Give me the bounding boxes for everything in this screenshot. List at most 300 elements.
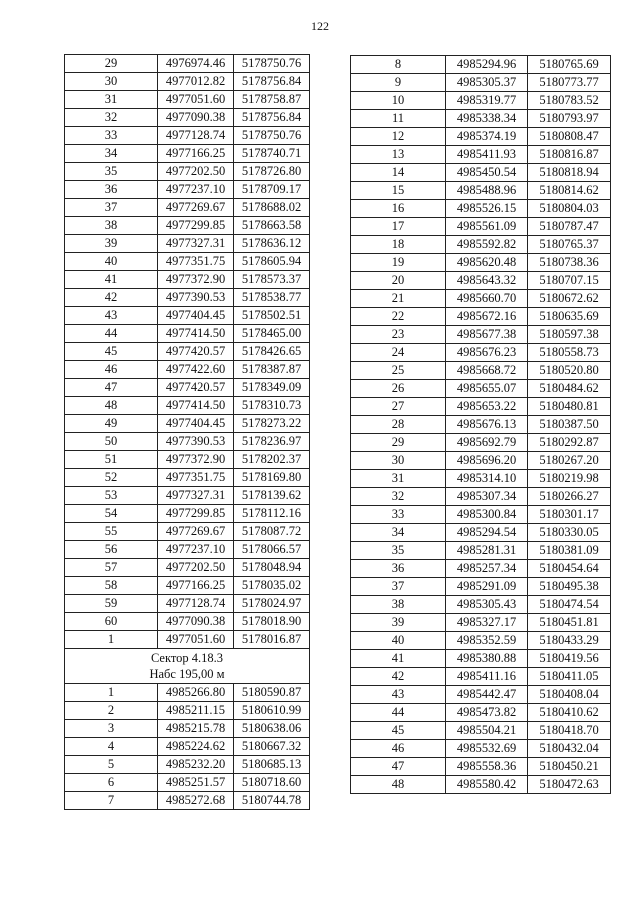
point-number-cell: 27 xyxy=(351,398,446,416)
section-title: Сектор 4.18.3 xyxy=(150,651,224,665)
y-coordinate-cell: 5178605.94 xyxy=(234,253,310,271)
point-number-cell: 32 xyxy=(351,488,446,506)
point-number-cell: 30 xyxy=(65,73,158,91)
point-number-cell: 23 xyxy=(351,326,446,344)
point-number-cell: 47 xyxy=(351,758,446,776)
point-number-cell: 51 xyxy=(65,451,158,469)
table-row xyxy=(65,595,310,613)
x-coordinate-cell: 4985380.88 xyxy=(446,650,528,668)
x-coordinate-cell: 4977202.50 xyxy=(158,559,234,577)
table-row xyxy=(65,109,310,127)
point-number-cell: 46 xyxy=(351,740,446,758)
y-coordinate-cell: 5180814.62 xyxy=(528,182,611,200)
y-coordinate-cell: 5180672.62 xyxy=(528,290,611,308)
x-coordinate-cell: 4985473.82 xyxy=(446,704,528,722)
y-coordinate-cell: 5180410.62 xyxy=(528,704,611,722)
point-number-cell: 3 xyxy=(65,720,158,738)
y-coordinate-cell: 5180783.52 xyxy=(528,92,611,110)
x-coordinate-cell: 4977299.85 xyxy=(158,505,234,523)
y-coordinate-cell: 5180381.09 xyxy=(528,542,611,560)
x-coordinate-cell: 4985215.78 xyxy=(158,720,234,738)
point-number-cell: 40 xyxy=(65,253,158,271)
point-number-cell: 39 xyxy=(351,614,446,632)
table-row xyxy=(65,613,310,631)
y-coordinate-cell: 5178726.80 xyxy=(234,163,310,181)
y-coordinate-cell: 5178349.09 xyxy=(234,379,310,397)
table-row xyxy=(351,380,611,398)
point-number-cell: 34 xyxy=(65,145,158,163)
x-coordinate-cell: 4985281.31 xyxy=(446,542,528,560)
x-coordinate-cell: 4976974.46 xyxy=(158,55,234,73)
table-row xyxy=(351,110,611,128)
x-coordinate-cell: 4985338.34 xyxy=(446,110,528,128)
point-number-cell: 43 xyxy=(65,307,158,325)
point-number-cell: 59 xyxy=(65,595,158,613)
y-coordinate-cell: 5180590.87 xyxy=(234,684,310,702)
table-row xyxy=(65,702,310,720)
table-row xyxy=(351,218,611,236)
table-row xyxy=(351,344,611,362)
table-row xyxy=(351,632,611,650)
y-coordinate-cell: 5178018.90 xyxy=(234,613,310,631)
y-coordinate-cell: 5178139.62 xyxy=(234,487,310,505)
table-row xyxy=(351,398,611,416)
table-row xyxy=(351,560,611,578)
table-row xyxy=(65,433,310,451)
x-coordinate-cell: 4977327.31 xyxy=(158,487,234,505)
point-number-cell: 9 xyxy=(351,74,446,92)
x-coordinate-cell: 4977327.31 xyxy=(158,235,234,253)
point-number-cell: 32 xyxy=(65,109,158,127)
x-coordinate-cell: 4985653.22 xyxy=(446,398,528,416)
y-coordinate-cell: 5178387.87 xyxy=(234,361,310,379)
table-row xyxy=(351,326,611,344)
point-number-cell: 28 xyxy=(351,416,446,434)
point-number-cell: 50 xyxy=(65,433,158,451)
table-row xyxy=(351,542,611,560)
x-coordinate-cell: 4977404.45 xyxy=(158,415,234,433)
table-row xyxy=(65,756,310,774)
table-row xyxy=(351,704,611,722)
table-row xyxy=(65,55,310,73)
x-coordinate-cell: 4985526.15 xyxy=(446,200,528,218)
y-coordinate-cell: 5178756.84 xyxy=(234,73,310,91)
table-row xyxy=(351,650,611,668)
point-number-cell: 11 xyxy=(351,110,446,128)
x-coordinate-cell: 4977128.74 xyxy=(158,595,234,613)
x-coordinate-cell: 4977269.67 xyxy=(158,523,234,541)
table-row xyxy=(351,128,611,146)
table-row xyxy=(351,290,611,308)
y-coordinate-cell: 5178236.97 xyxy=(234,433,310,451)
x-coordinate-cell: 4977166.25 xyxy=(158,145,234,163)
point-number-cell: 14 xyxy=(351,164,446,182)
y-coordinate-cell: 5180638.06 xyxy=(234,720,310,738)
table-row xyxy=(65,127,310,145)
point-number-cell: 21 xyxy=(351,290,446,308)
x-coordinate-cell: 4985672.16 xyxy=(446,308,528,326)
table-row xyxy=(65,73,310,91)
y-coordinate-cell: 5178426.65 xyxy=(234,343,310,361)
table-row xyxy=(65,577,310,595)
y-coordinate-cell: 5180818.94 xyxy=(528,164,611,182)
x-coordinate-cell: 4977269.67 xyxy=(158,199,234,217)
table-row xyxy=(65,415,310,433)
point-number-cell: 36 xyxy=(351,560,446,578)
table-row xyxy=(65,91,310,109)
x-coordinate-cell: 4977372.90 xyxy=(158,451,234,469)
x-coordinate-cell: 4985561.09 xyxy=(446,218,528,236)
point-number-cell: 46 xyxy=(65,361,158,379)
y-coordinate-cell: 5180744.78 xyxy=(234,792,310,810)
x-coordinate-cell: 4977372.90 xyxy=(158,271,234,289)
point-number-cell: 5 xyxy=(65,756,158,774)
x-coordinate-cell: 4985224.62 xyxy=(158,738,234,756)
y-coordinate-cell: 5178087.72 xyxy=(234,523,310,541)
point-number-cell: 60 xyxy=(65,613,158,631)
x-coordinate-cell: 4985307.34 xyxy=(446,488,528,506)
x-coordinate-cell: 4985291.09 xyxy=(446,578,528,596)
table-row xyxy=(65,559,310,577)
x-coordinate-cell: 4977351.75 xyxy=(158,253,234,271)
y-coordinate-cell: 5180266.27 xyxy=(528,488,611,506)
y-coordinate-cell: 5178538.77 xyxy=(234,289,310,307)
point-number-cell: 57 xyxy=(65,559,158,577)
table-row xyxy=(351,758,611,776)
y-coordinate-cell: 5180685.13 xyxy=(234,756,310,774)
y-coordinate-cell: 5180219.98 xyxy=(528,470,611,488)
x-coordinate-cell: 4985696.20 xyxy=(446,452,528,470)
x-coordinate-cell: 4977237.10 xyxy=(158,541,234,559)
section-header xyxy=(65,649,310,684)
y-coordinate-cell: 5178758.87 xyxy=(234,91,310,109)
table-row xyxy=(351,488,611,506)
x-coordinate-cell: 4977422.60 xyxy=(158,361,234,379)
table-row xyxy=(351,56,611,74)
table-row xyxy=(351,614,611,632)
x-coordinate-cell: 4985558.36 xyxy=(446,758,528,776)
point-number-cell: 30 xyxy=(351,452,446,470)
point-number-cell: 37 xyxy=(351,578,446,596)
x-coordinate-cell: 4985232.20 xyxy=(158,756,234,774)
y-coordinate-cell: 5180597.38 xyxy=(528,326,611,344)
x-coordinate-cell: 4985504.21 xyxy=(446,722,528,740)
x-coordinate-cell: 4985620.48 xyxy=(446,254,528,272)
y-coordinate-cell: 5180411.05 xyxy=(528,668,611,686)
table-row xyxy=(351,362,611,380)
x-coordinate-cell: 4985655.07 xyxy=(446,380,528,398)
y-coordinate-cell: 5180610.99 xyxy=(234,702,310,720)
table-row xyxy=(65,774,310,792)
y-coordinate-cell: 5178202.37 xyxy=(234,451,310,469)
x-coordinate-cell: 4985211.15 xyxy=(158,702,234,720)
table-row xyxy=(65,505,310,523)
table-row xyxy=(65,397,310,415)
y-coordinate-cell: 5180301.17 xyxy=(528,506,611,524)
table-row xyxy=(351,200,611,218)
table-row xyxy=(351,722,611,740)
point-number-cell: 36 xyxy=(65,181,158,199)
point-number-cell: 33 xyxy=(65,127,158,145)
point-number-cell: 48 xyxy=(65,397,158,415)
table-row xyxy=(351,776,611,794)
y-coordinate-cell: 5180804.03 xyxy=(528,200,611,218)
y-coordinate-cell: 5180707.15 xyxy=(528,272,611,290)
table-row xyxy=(351,452,611,470)
table-row xyxy=(351,92,611,110)
point-number-cell: 48 xyxy=(351,776,446,794)
x-coordinate-cell: 4977351.75 xyxy=(158,469,234,487)
x-coordinate-cell: 4977051.60 xyxy=(158,631,234,649)
x-coordinate-cell: 4985677.38 xyxy=(446,326,528,344)
point-number-cell: 53 xyxy=(65,487,158,505)
table-row xyxy=(65,325,310,343)
table-row xyxy=(65,738,310,756)
y-coordinate-cell: 5180472.63 xyxy=(528,776,611,794)
y-coordinate-cell: 5180520.80 xyxy=(528,362,611,380)
table-row xyxy=(65,720,310,738)
point-number-cell: 49 xyxy=(65,415,158,433)
point-number-cell: 20 xyxy=(351,272,446,290)
y-coordinate-cell: 5178502.51 xyxy=(234,307,310,325)
point-number-cell: 55 xyxy=(65,523,158,541)
y-coordinate-cell: 5178663.58 xyxy=(234,217,310,235)
table-row xyxy=(351,164,611,182)
table-row xyxy=(65,541,310,559)
point-number-cell: 31 xyxy=(65,91,158,109)
x-coordinate-cell: 4985643.32 xyxy=(446,272,528,290)
table-row xyxy=(65,792,310,810)
table-row xyxy=(65,523,310,541)
table-row xyxy=(351,308,611,326)
point-number-cell: 44 xyxy=(351,704,446,722)
y-coordinate-cell: 5178750.76 xyxy=(234,55,310,73)
x-coordinate-cell: 4977090.38 xyxy=(158,109,234,127)
x-coordinate-cell: 4985411.93 xyxy=(446,146,528,164)
y-coordinate-cell: 5178016.87 xyxy=(234,631,310,649)
table-row xyxy=(65,307,310,325)
point-number-cell: 52 xyxy=(65,469,158,487)
y-coordinate-cell: 5180484.62 xyxy=(528,380,611,398)
y-coordinate-cell: 5180450.21 xyxy=(528,758,611,776)
table-row xyxy=(65,631,310,649)
point-number-cell: 58 xyxy=(65,577,158,595)
table-row xyxy=(65,235,310,253)
y-coordinate-cell: 5180387.50 xyxy=(528,416,611,434)
point-number-cell: 8 xyxy=(351,56,446,74)
y-coordinate-cell: 5180432.04 xyxy=(528,740,611,758)
y-coordinate-cell: 5180330.05 xyxy=(528,524,611,542)
point-number-cell: 13 xyxy=(351,146,446,164)
table-row xyxy=(65,145,310,163)
x-coordinate-cell: 4985592.82 xyxy=(446,236,528,254)
table-row xyxy=(351,74,611,92)
table-row xyxy=(351,416,611,434)
y-coordinate-cell: 5178273.22 xyxy=(234,415,310,433)
x-coordinate-cell: 4977420.57 xyxy=(158,379,234,397)
x-coordinate-cell: 4977128.74 xyxy=(158,127,234,145)
table-row xyxy=(65,181,310,199)
section-subtitle: Набс 195,00 м xyxy=(149,667,225,681)
y-coordinate-cell: 5178112.16 xyxy=(234,505,310,523)
point-number-cell: 19 xyxy=(351,254,446,272)
point-number-cell: 45 xyxy=(65,343,158,361)
table-row xyxy=(351,254,611,272)
table-row xyxy=(351,146,611,164)
x-coordinate-cell: 4977390.53 xyxy=(158,289,234,307)
table-row xyxy=(65,163,310,181)
x-coordinate-cell: 4977404.45 xyxy=(158,307,234,325)
y-coordinate-cell: 5178756.84 xyxy=(234,109,310,127)
x-coordinate-cell: 4977420.57 xyxy=(158,343,234,361)
point-number-cell: 42 xyxy=(65,289,158,307)
x-coordinate-cell: 4985442.47 xyxy=(446,686,528,704)
point-number-cell: 41 xyxy=(65,271,158,289)
y-coordinate-cell: 5178169.80 xyxy=(234,469,310,487)
y-coordinate-cell: 5178688.02 xyxy=(234,199,310,217)
x-coordinate-cell: 4977090.38 xyxy=(158,613,234,631)
x-coordinate-cell: 4977299.85 xyxy=(158,217,234,235)
x-coordinate-cell: 4977414.50 xyxy=(158,325,234,343)
y-coordinate-cell: 5178465.00 xyxy=(234,325,310,343)
x-coordinate-cell: 4985294.96 xyxy=(446,56,528,74)
point-number-cell: 15 xyxy=(351,182,446,200)
y-coordinate-cell: 5180738.36 xyxy=(528,254,611,272)
table-row xyxy=(65,199,310,217)
x-coordinate-cell: 4985668.72 xyxy=(446,362,528,380)
y-coordinate-cell: 5180718.60 xyxy=(234,774,310,792)
x-coordinate-cell: 4985314.10 xyxy=(446,470,528,488)
y-coordinate-cell: 5180267.20 xyxy=(528,452,611,470)
table-row xyxy=(351,740,611,758)
x-coordinate-cell: 4985352.59 xyxy=(446,632,528,650)
y-coordinate-cell: 5180495.38 xyxy=(528,578,611,596)
x-coordinate-cell: 4985251.57 xyxy=(158,774,234,792)
table-row xyxy=(351,686,611,704)
x-coordinate-cell: 4985692.79 xyxy=(446,434,528,452)
x-coordinate-cell: 4985327.17 xyxy=(446,614,528,632)
point-number-cell: 24 xyxy=(351,344,446,362)
point-number-cell: 38 xyxy=(65,217,158,235)
point-number-cell: 44 xyxy=(65,325,158,343)
x-coordinate-cell: 4985305.37 xyxy=(446,74,528,92)
point-number-cell: 35 xyxy=(351,542,446,560)
x-coordinate-cell: 4977012.82 xyxy=(158,73,234,91)
x-coordinate-cell: 4985532.69 xyxy=(446,740,528,758)
point-number-cell: 7 xyxy=(65,792,158,810)
point-number-cell: 1 xyxy=(65,631,158,649)
point-number-cell: 1 xyxy=(65,684,158,702)
x-coordinate-cell: 4985488.96 xyxy=(446,182,528,200)
y-coordinate-cell: 5180480.81 xyxy=(528,398,611,416)
table-row xyxy=(65,343,310,361)
page-number: 122 xyxy=(311,19,329,33)
point-number-cell: 4 xyxy=(65,738,158,756)
point-number-cell: 29 xyxy=(351,434,446,452)
x-coordinate-cell: 4977237.10 xyxy=(158,181,234,199)
point-number-cell: 10 xyxy=(351,92,446,110)
point-number-cell: 39 xyxy=(65,235,158,253)
table-row xyxy=(351,578,611,596)
point-number-cell: 26 xyxy=(351,380,446,398)
x-coordinate-cell: 4985272.68 xyxy=(158,792,234,810)
table-row xyxy=(351,524,611,542)
y-coordinate-cell: 5180558.73 xyxy=(528,344,611,362)
coordinates-table-right xyxy=(350,55,611,794)
y-coordinate-cell: 5178709.17 xyxy=(234,181,310,199)
section-header-row xyxy=(65,649,310,684)
x-coordinate-cell: 4977051.60 xyxy=(158,91,234,109)
point-number-cell: 33 xyxy=(351,506,446,524)
y-coordinate-cell: 5180773.77 xyxy=(528,74,611,92)
table-row xyxy=(351,272,611,290)
point-number-cell: 43 xyxy=(351,686,446,704)
point-number-cell: 16 xyxy=(351,200,446,218)
y-coordinate-cell: 5178636.12 xyxy=(234,235,310,253)
y-coordinate-cell: 5180667.32 xyxy=(234,738,310,756)
y-coordinate-cell: 5178066.57 xyxy=(234,541,310,559)
y-coordinate-cell: 5180816.87 xyxy=(528,146,611,164)
point-number-cell: 6 xyxy=(65,774,158,792)
y-coordinate-cell: 5178048.94 xyxy=(234,559,310,577)
y-coordinate-cell: 5180454.64 xyxy=(528,560,611,578)
x-coordinate-cell: 4977390.53 xyxy=(158,433,234,451)
table-row xyxy=(65,684,310,702)
point-number-cell: 54 xyxy=(65,505,158,523)
point-number-cell: 56 xyxy=(65,541,158,559)
x-coordinate-cell: 4977414.50 xyxy=(158,397,234,415)
table-row xyxy=(65,379,310,397)
table-row xyxy=(65,253,310,271)
point-number-cell: 25 xyxy=(351,362,446,380)
x-coordinate-cell: 4985676.23 xyxy=(446,344,528,362)
table-row xyxy=(65,289,310,307)
table-row xyxy=(351,506,611,524)
point-number-cell: 40 xyxy=(351,632,446,650)
point-number-cell: 12 xyxy=(351,128,446,146)
table-row xyxy=(65,451,310,469)
point-number-cell: 37 xyxy=(65,199,158,217)
y-coordinate-cell: 5180474.54 xyxy=(528,596,611,614)
y-coordinate-cell: 5180433.29 xyxy=(528,632,611,650)
coordinates-table-left xyxy=(64,54,310,810)
x-coordinate-cell: 4985660.70 xyxy=(446,290,528,308)
y-coordinate-cell: 5180635.69 xyxy=(528,308,611,326)
point-number-cell: 35 xyxy=(65,163,158,181)
point-number-cell: 41 xyxy=(351,650,446,668)
x-coordinate-cell: 4985257.34 xyxy=(446,560,528,578)
point-number-cell: 38 xyxy=(351,596,446,614)
x-coordinate-cell: 4985374.19 xyxy=(446,128,528,146)
y-coordinate-cell: 5180451.81 xyxy=(528,614,611,632)
y-coordinate-cell: 5178750.76 xyxy=(234,127,310,145)
x-coordinate-cell: 4985319.77 xyxy=(446,92,528,110)
y-coordinate-cell: 5180418.70 xyxy=(528,722,611,740)
table-row xyxy=(351,236,611,254)
x-coordinate-cell: 4985300.84 xyxy=(446,506,528,524)
table-row xyxy=(65,469,310,487)
y-coordinate-cell: 5180292.87 xyxy=(528,434,611,452)
y-coordinate-cell: 5180419.56 xyxy=(528,650,611,668)
x-coordinate-cell: 4985305.43 xyxy=(446,596,528,614)
y-coordinate-cell: 5180787.47 xyxy=(528,218,611,236)
x-coordinate-cell: 4977202.50 xyxy=(158,163,234,181)
y-coordinate-cell: 5180765.69 xyxy=(528,56,611,74)
y-coordinate-cell: 5178573.37 xyxy=(234,271,310,289)
point-number-cell: 18 xyxy=(351,236,446,254)
y-coordinate-cell: 5178035.02 xyxy=(234,577,310,595)
point-number-cell: 22 xyxy=(351,308,446,326)
